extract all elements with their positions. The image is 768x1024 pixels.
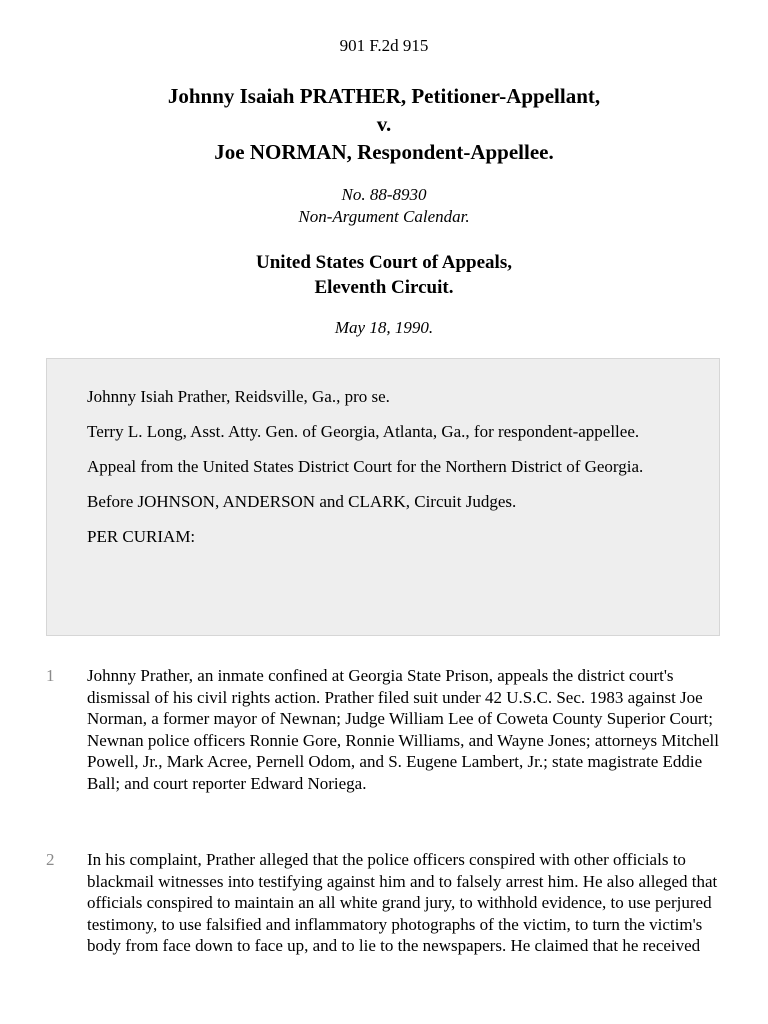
versus-label: v. xyxy=(376,112,392,136)
calendar-type: Non-Argument Calendar. xyxy=(298,207,470,226)
case-caption xyxy=(0,82,768,166)
opinion-author: PER CURIAM: xyxy=(87,527,196,546)
docket-number: No. 88-8930 xyxy=(341,185,427,204)
court-name xyxy=(0,250,768,300)
court-title: United States Court of Appeals, xyxy=(256,252,512,273)
counsel-appellee: Terry L. Long, Asst. Atty. Gen. of Georgia, Atlanta, Ga., for respondent-appellee. xyxy=(87,422,640,441)
counsel-appellant: Johnny Isiah Prather, Reidsville, Ga., pro se. xyxy=(87,387,390,406)
appellee-name: Joe NORMAN, Respondent-Appellee. xyxy=(214,140,554,164)
appeal-source: Appeal from the United States District Court for the Northern District of Georgia. xyxy=(87,457,644,476)
paragraph-text: Johnny Prather, an inmate confined at Georgia State Prison, appeals the district court's dismissal of his civil rights action. Prather filed suit under 42 U.S.C. Sec. 1983 against Joe Norman, a former mayor of Newnan; Judge William Lee of Coweta County Superior Court; Newnan police officers Ronnie Gore, Ronnie Williams, and Wayne Jones; attorneys Mitchell Powell, Jr., Mark Acree, Pernell Odom, and S. Eugene Lambert, Jr.; state magistrate Eddie Ball; and court reporter Edward Noriega. xyxy=(87,666,719,793)
docket-info xyxy=(0,184,768,228)
paragraph-number: 2 xyxy=(46,850,55,869)
prelim-box xyxy=(46,358,720,636)
court-circuit: Eleventh Circuit. xyxy=(314,277,454,298)
panel-judges: Before JOHNSON, ANDERSON and CLARK, Circuit Judges. xyxy=(87,492,517,511)
decision-date: May 18, 1990. xyxy=(334,318,434,337)
paragraph-number: 1 xyxy=(46,666,55,685)
case-citation: 901 F.2d 915 xyxy=(339,36,429,55)
appellant-name: Johnny Isaiah PRATHER, Petitioner-Appellant, xyxy=(167,84,601,108)
paragraph-text: In his complaint, Prather alleged that the police officers conspired with other officials to blackmail witnesses into testifying against him and to falsely arrest him. He also alleged that officials conspired to maintain an all white grand jury, to withhold evidence, to use perjured testimony, to use falsified and inflammatory photographs of the victim, to turn the victim's body from face down to face up, and to lie to the newspapers. He claimed that he received xyxy=(87,850,718,955)
